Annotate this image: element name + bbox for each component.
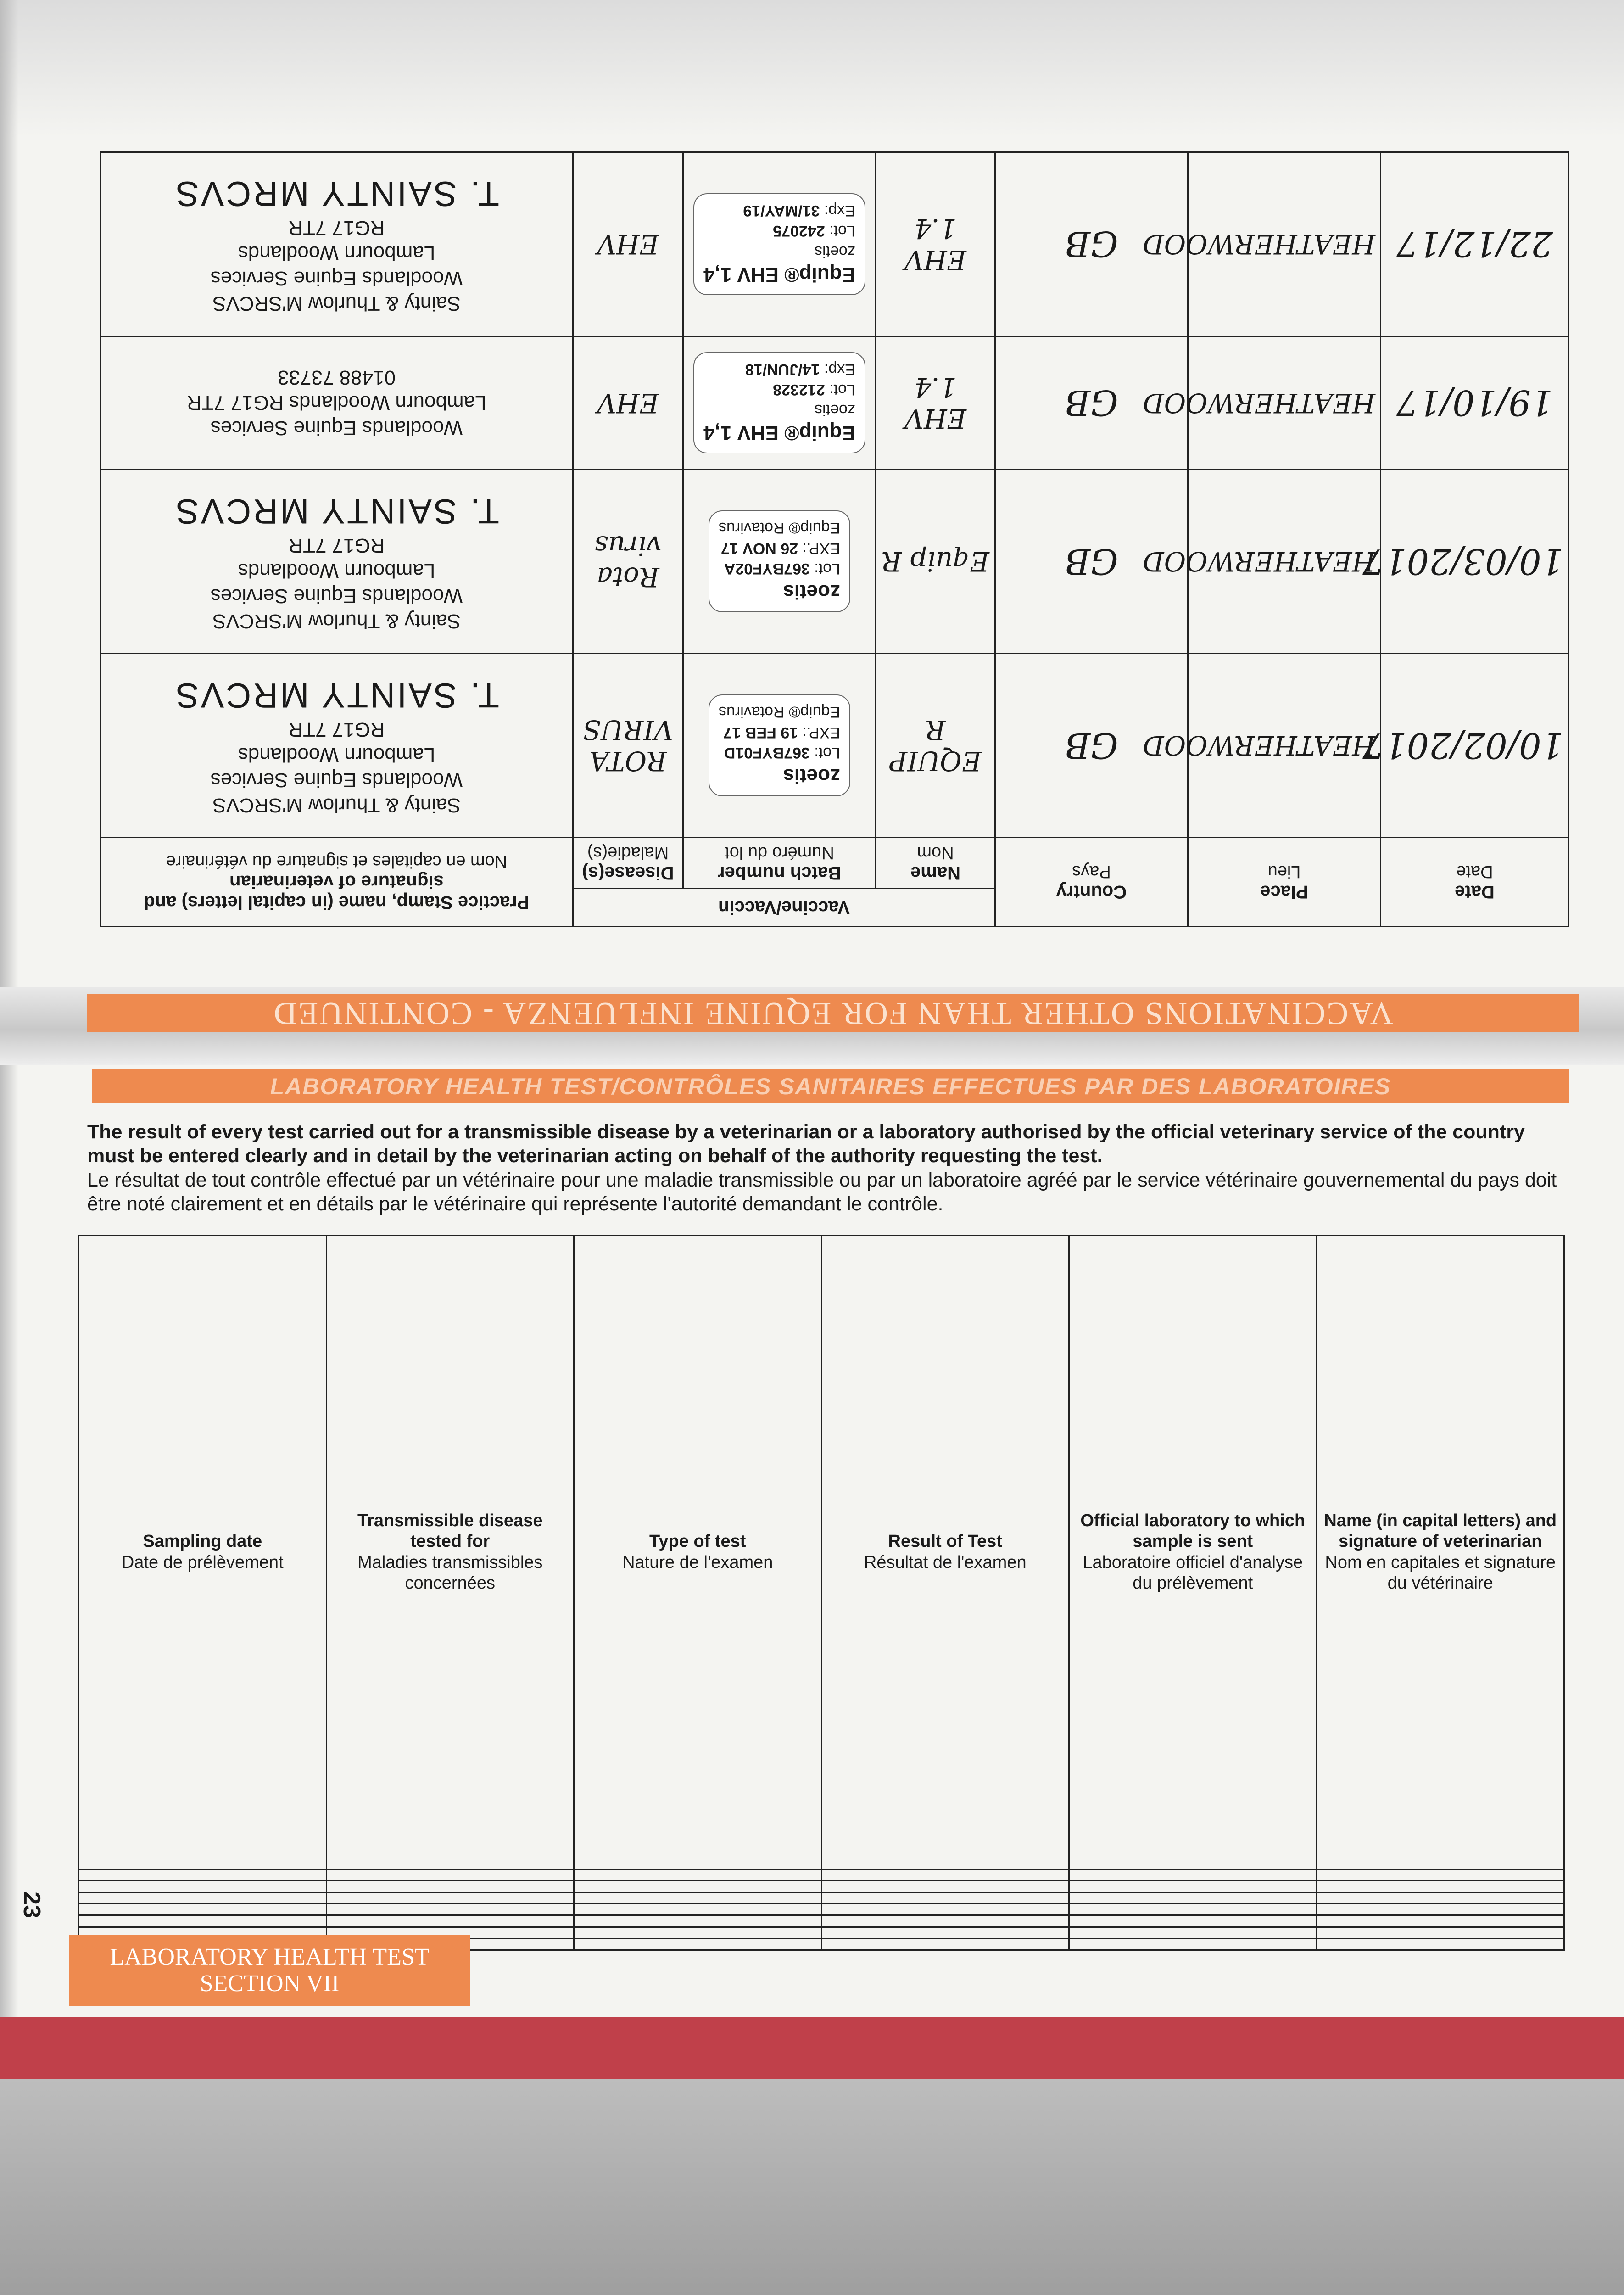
label-lot: Lot: 367BYF01D	[724, 744, 841, 761]
vaccination-place: HEATHERWOOD	[1188, 654, 1381, 838]
label-product: Equip® Rotavirus	[718, 519, 841, 537]
label-brand: zoetis	[783, 764, 841, 787]
banner-laboratory-health-test: LABORATORY HEALTH TEST/CONTRÔLES SANITAIRES EFFECTUES PAR DES LABORATOIRES	[92, 1069, 1569, 1103]
lab-empty-cell[interactable]	[574, 1927, 822, 1938]
label-lot: Lot: 242075	[773, 222, 855, 240]
header-stamp: Practice Stamp, name (in capital letters) and signature of veterinarian Nom en capitales et signature du vétérinaire	[100, 838, 573, 927]
header-date: Date Date	[1381, 838, 1569, 927]
lab-empty-cell[interactable]	[821, 1881, 1069, 1892]
lab-empty-cell[interactable]	[326, 1881, 574, 1892]
lab-empty-cell[interactable]	[574, 1869, 822, 1881]
instructions-english: The result of every test carried out for a transmissible disease by a veterinarian or a laboratory authorised by the official veterinary service of the country must be entered clearly and in detail by the veterinarian acting on behalf of the authority requesting the test.	[87, 1121, 1525, 1167]
laboratory-instructions	[87, 1120, 1574, 1216]
lab-empty-cell[interactable]	[574, 1915, 822, 1927]
vaccine-batch-label	[709, 694, 850, 796]
vaccination-place: HEATHERWOOD	[1188, 152, 1381, 336]
scanner-bed	[0, 2079, 1624, 2295]
label-lot: Lot: 367BYF02A	[724, 560, 841, 577]
lab-empty-cell[interactable]	[821, 1938, 1069, 1950]
vaccination-row	[100, 470, 1568, 654]
lab-empty-cell[interactable]	[574, 1881, 822, 1892]
lab-empty-cell[interactable]	[1069, 1892, 1317, 1904]
instructions-french: Le résultat de tout contrôle effectué par un vétérinaire pour une maladie transmissible ou par un laboratoire agréé par le service vétérinaire gouvernemental du pays doit être noté clairement et en détails par le vétérinaire qui représente l'autorité demandant le contrôle.	[87, 1169, 1557, 1215]
vaccine-batch-label	[693, 352, 865, 454]
book-cover-edge	[0, 2017, 1624, 2079]
label-lot: Lot: 212328	[773, 381, 855, 399]
vaccination-row	[100, 152, 1568, 336]
lab-empty-cell[interactable]	[79, 1892, 327, 1904]
lab-empty-cell[interactable]	[1317, 1904, 1564, 1915]
lab-empty-row	[79, 1881, 1564, 1892]
vaccination-country: GB	[995, 470, 1188, 654]
stamp-cell	[100, 152, 573, 336]
lab-empty-cell[interactable]	[79, 1904, 327, 1915]
lab-empty-cell[interactable]	[1317, 1869, 1564, 1881]
vaccine-disease: EHV	[573, 152, 683, 336]
label-exp: Exp: 31/MAY/19	[743, 202, 855, 220]
label-brand: zoetis	[815, 401, 855, 419]
lab-empty-cell[interactable]	[1069, 1869, 1317, 1881]
lab-empty-row	[79, 1869, 1564, 1881]
section-badge-number: SECTION VII	[200, 1970, 340, 1997]
vaccination-date: 22/12/17	[1381, 152, 1569, 336]
batch-cell	[683, 152, 876, 336]
batch-cell	[683, 470, 876, 654]
vaccine-disease: EHV	[573, 336, 683, 469]
vaccine-name: EHV 1.4	[876, 336, 995, 469]
lab-empty-cell[interactable]	[821, 1927, 1069, 1938]
lab-empty-row	[79, 1892, 1564, 1904]
lab-header-row	[79, 1236, 1564, 1870]
vaccination-country: GB	[995, 654, 1188, 838]
lab-empty-cell[interactable]	[574, 1892, 822, 1904]
stamp-cell	[100, 470, 573, 654]
lab-empty-cell[interactable]	[326, 1915, 574, 1927]
lab-empty-cell[interactable]	[1069, 1915, 1317, 1927]
practice-stamp: Woodlands Equine Services Lambourn Woodlands RG17 7TR 01488 73733	[187, 366, 486, 440]
vaccination-table	[100, 151, 1569, 927]
vaccination-date: 10/03/2017	[1381, 470, 1569, 654]
lab-empty-cell[interactable]	[1317, 1881, 1564, 1892]
label-exp: EXP.: 19 FEB 17	[723, 723, 841, 741]
vet-name: T. SAINTY MRCVS	[174, 174, 499, 213]
page-number: 23	[18, 1892, 45, 1918]
header-batch: Batch number Numéro du lot	[683, 838, 876, 889]
vaccine-disease: Rota virus	[573, 470, 683, 654]
vaccination-country: GB	[995, 336, 1188, 469]
lab-empty-cell[interactable]	[574, 1904, 822, 1915]
lab-empty-cell[interactable]	[326, 1869, 574, 1881]
vaccine-disease: ROTA VIRUS	[573, 654, 683, 838]
label-product: Equip® Rotavirus	[718, 703, 841, 721]
lab-empty-cell[interactable]	[574, 1938, 822, 1950]
header-vet-name: Name (in capital letters) and signature of veterinarian Nom en capitales et signature du vétérinaire	[1317, 1236, 1564, 1870]
label-brand: zoetis	[783, 581, 841, 604]
vaccine-batch-label	[709, 510, 850, 612]
batch-cell	[683, 336, 876, 469]
lab-empty-cell[interactable]	[79, 1869, 327, 1881]
vaccination-date: 19/10/17	[1381, 336, 1569, 469]
lab-empty-cell[interactable]	[1069, 1938, 1317, 1950]
label-brand: zoetis	[815, 242, 855, 260]
scan-background-top	[0, 0, 1624, 138]
header-vaccine: Vaccine/Vaccin	[573, 889, 995, 927]
vaccination-place: HEATHERWOOD	[1188, 470, 1381, 654]
lab-empty-cell[interactable]	[821, 1892, 1069, 1904]
vet-name: T. SAINTY MRCVS	[174, 491, 499, 531]
lab-empty-cell[interactable]	[1069, 1927, 1317, 1938]
lab-empty-cell[interactable]	[821, 1915, 1069, 1927]
practice-stamp: Sainty & Thurlow M'SRCVS Woodlands Equine Services Lambourn Woodlands RG17 7TR T. SAINTY MRCVS	[106, 673, 568, 818]
header-disease-tested: Transmissible disease tested for Maladies transmissibles concernées	[326, 1236, 574, 1870]
lab-empty-cell[interactable]	[821, 1904, 1069, 1915]
lab-empty-cell[interactable]	[1317, 1938, 1564, 1950]
stamp-cell	[100, 654, 573, 838]
lab-empty-cell[interactable]	[1317, 1892, 1564, 1904]
vaccination-date: 10/02/2017	[1381, 654, 1569, 838]
lab-empty-cell[interactable]	[821, 1869, 1069, 1881]
batch-cell	[683, 654, 876, 838]
lab-empty-cell[interactable]	[79, 1881, 327, 1892]
header-type-of-test: Type of test Nature de l'examen	[574, 1236, 822, 1870]
section-badge	[69, 1935, 470, 2006]
vaccination-place: HEATHERWOOD	[1188, 336, 1381, 469]
header-name: Name Nom	[876, 838, 995, 889]
section-badge-title: LABORATORY HEALTH TEST	[110, 1944, 430, 1970]
lab-empty-cell[interactable]	[79, 1915, 327, 1927]
lab-empty-cell[interactable]	[326, 1892, 574, 1904]
vaccine-name: Equip R	[876, 470, 995, 654]
laboratory-test-table	[78, 1235, 1565, 1951]
header-sampling-date: Sampling date Date de prélèvement	[79, 1236, 327, 1870]
header-place: Place Lieu	[1188, 838, 1381, 927]
label-exp: Exp: 14/JUN/18	[745, 360, 855, 378]
lab-empty-cell[interactable]	[1317, 1915, 1564, 1927]
vet-name: T. SAINTY MRCVS	[174, 675, 499, 715]
vaccine-name: EHV 1.4	[876, 152, 995, 336]
lab-empty-row	[79, 1915, 1564, 1927]
label-product: Equip® EHV 1,4	[703, 263, 855, 286]
lab-empty-row	[79, 1904, 1564, 1915]
header-official-laboratory: Official laboratory to which sample is sent Laboratoire officiel d'analyse du prélèvement	[1069, 1236, 1317, 1870]
vaccination-country: GB	[995, 152, 1188, 336]
stamp-cell	[100, 336, 573, 469]
practice-stamp: Sainty & Thurlow M'SRCVS Woodlands Equine Services Lambourn Woodlands RG17 7TR T. SAINTY MRCVS	[106, 172, 568, 316]
practice-stamp: Sainty & Thurlow M'SRCVS Woodlands Equine Services Lambourn Woodlands RG17 7TR T. SAINTY MRCVS	[106, 489, 568, 634]
header-result: Result of Test Résultat de l'examen	[821, 1236, 1069, 1870]
label-exp: EXP.: 26 NOV 17	[720, 539, 841, 557]
vaccination-row	[100, 336, 1568, 469]
header-country: Country Pays	[995, 838, 1188, 927]
lab-empty-cell[interactable]	[1069, 1881, 1317, 1892]
vaccination-row	[100, 654, 1568, 838]
lab-empty-cell[interactable]	[326, 1904, 574, 1915]
vaccine-name: EQUIP R	[876, 654, 995, 838]
label-product: Equip® EHV 1,4	[703, 422, 855, 445]
lab-empty-cell[interactable]	[1069, 1904, 1317, 1915]
vaccine-batch-label	[693, 193, 865, 295]
vaccination-page-upside-down	[101, 151, 1569, 927]
header-disease: Disease(s) Maladie(s)	[573, 838, 683, 889]
banner-vaccinations-continued: VACCINATIONS OTHER THAN FOR EQUINE INFLUENZA - CONTINUED	[87, 994, 1579, 1032]
vaccination-header-row	[100, 889, 1568, 927]
lab-empty-cell[interactable]	[1317, 1927, 1564, 1938]
